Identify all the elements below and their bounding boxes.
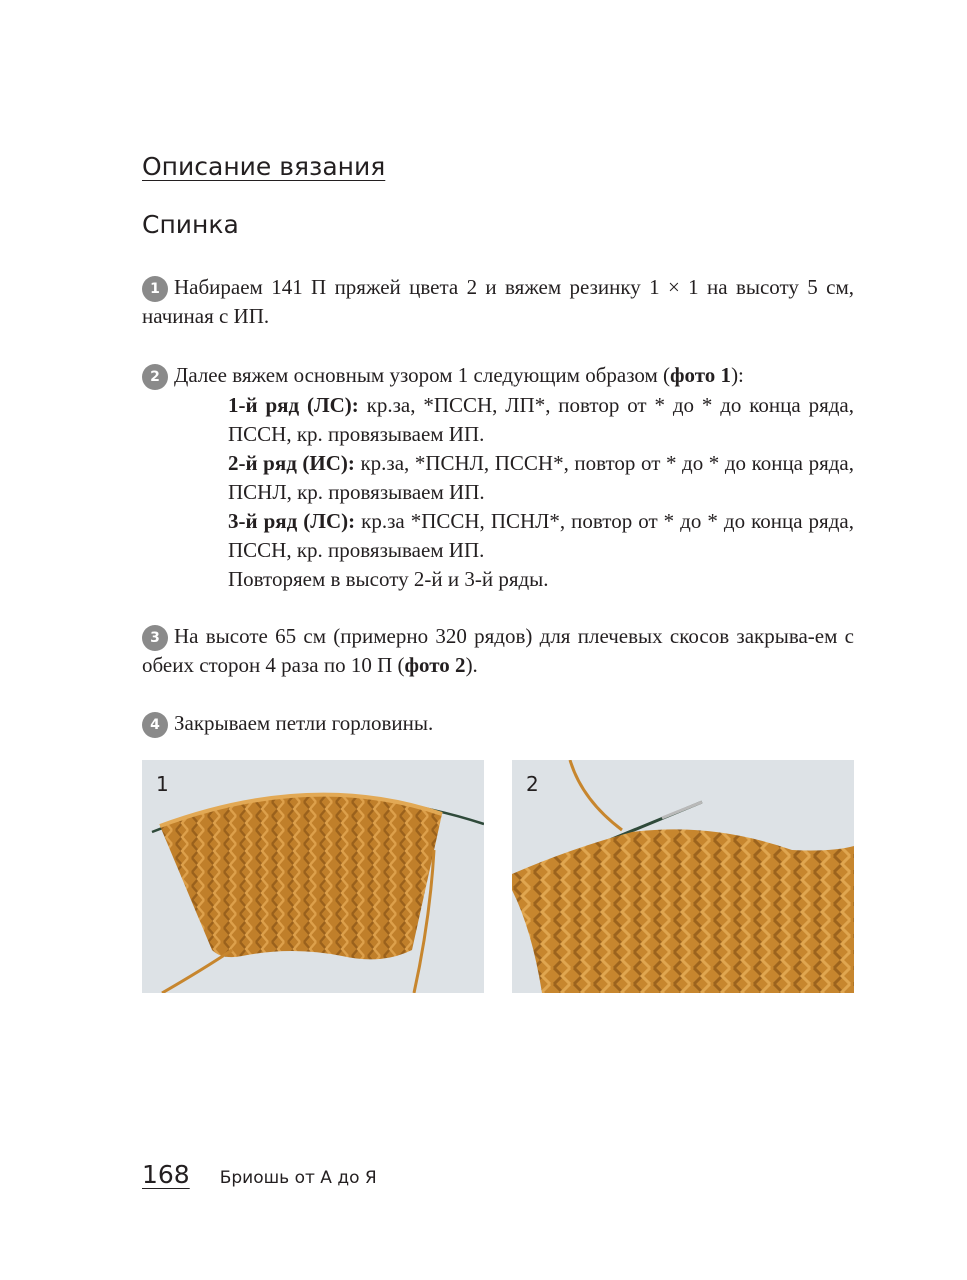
knit-swatch-illustration	[142, 760, 484, 993]
row-label: 3-й ряд (ЛС):	[228, 509, 356, 533]
photo-reference: фото 1	[670, 363, 732, 387]
photo-reference: фото 2	[404, 653, 466, 677]
step-text-end: ):	[731, 363, 744, 387]
step-1	[142, 273, 854, 331]
step-text: Набираем 141 П пряжей цвета 2 и вяжем резинку 1 × 1 на высоту 5 см, начиная с ИП.	[142, 275, 854, 328]
knitting-photo-1	[142, 760, 484, 993]
row-label: 2-й ряд (ИС):	[228, 451, 355, 475]
page-number: 168	[142, 1160, 190, 1189]
step-3	[142, 622, 854, 680]
step-text: На высоте 65 см (примерно 320 рядов) для плечевых скосов закрыва-ем с обеих сторон 4 раза по 10 П (	[142, 624, 854, 677]
section-title: Описание вязания	[142, 152, 386, 181]
row-instruction	[228, 507, 854, 565]
book-title: Бриошь от А до Я	[219, 1168, 377, 1188]
photo-number: 1	[156, 772, 169, 796]
step-number-badge: 3	[142, 625, 168, 651]
step-text: Далее вяжем основным узором 1 следующим образом (	[174, 363, 671, 387]
step-2	[142, 361, 854, 390]
step-number-badge: 1	[142, 276, 168, 302]
step-4	[142, 709, 854, 738]
knitting-photo-2	[512, 760, 854, 993]
sub-title: Спинка	[142, 210, 239, 239]
row-text: кр.за *ПССН, ПСНЛ*, повтор от * до * до конца ряда, ПССН, кр. провязываем ИП.	[228, 509, 854, 562]
repeat-instruction: Повторяем в высоту 2-й и 3-й ряды.	[228, 567, 549, 591]
page-footer	[142, 1160, 377, 1189]
row-instruction	[228, 391, 854, 449]
row-instructions	[228, 391, 854, 594]
row-text: кр.за, *ПСНЛ, ПССН*, повтор от * до * до конца ряда, ПСНЛ, кр. провязываем ИП.	[228, 451, 854, 504]
row-instruction	[228, 449, 854, 507]
row-text: кр.за, *ПССН, ЛП*, повтор от * до * до конца ряда, ПССН, кр. провязываем ИП.	[228, 393, 854, 446]
step-text-end: ).	[465, 653, 478, 677]
photo-number: 2	[526, 772, 539, 796]
row-label: 1-й ряд (ЛС):	[228, 393, 359, 417]
step-number-badge: 2	[142, 364, 168, 390]
knit-shoulder-illustration	[512, 760, 854, 993]
step-text: Закрываем петли горловины.	[174, 711, 434, 735]
step-number-badge: 4	[142, 712, 168, 738]
